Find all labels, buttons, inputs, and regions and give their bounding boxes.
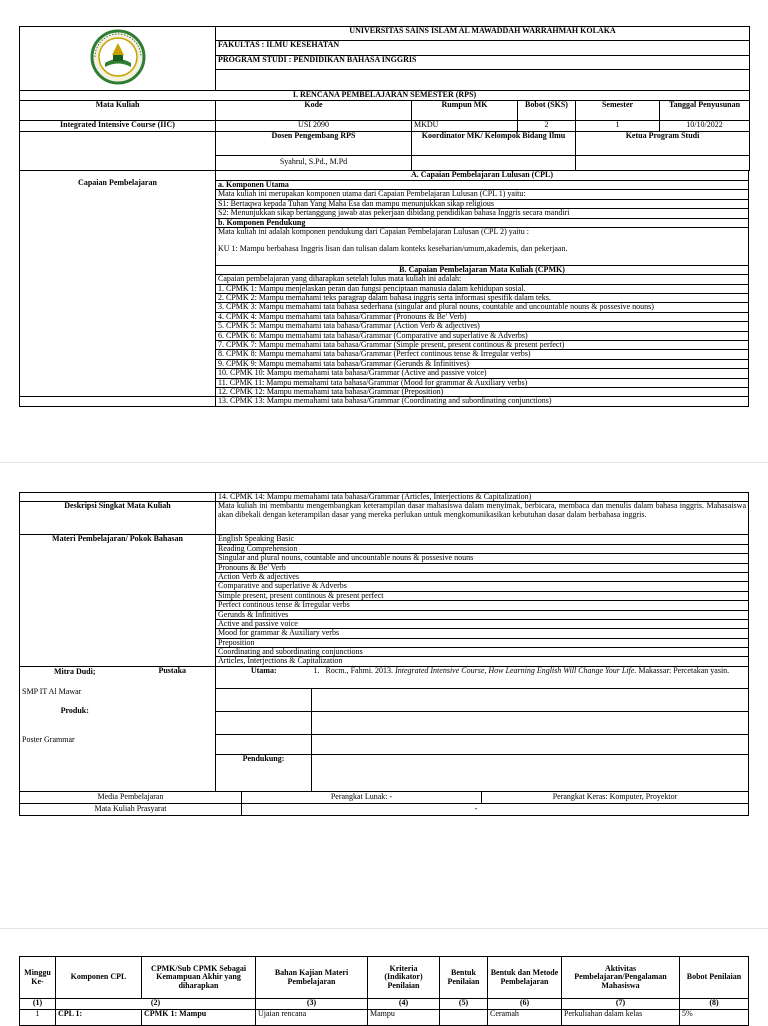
- cpl-title: A. Capaian Pembelajaran Lulusan (CPL): [216, 170, 749, 180]
- cpmk-item: 4. CPMK 4: Mampu memahami tata bahasa/Grammar (Pronouns & Be' Verb): [216, 312, 749, 321]
- plan-row1-bentuk: [440, 1010, 488, 1026]
- plan-col-number: (3): [256, 999, 368, 1010]
- komponen-pendukung-intro: Mata kuliah ini adalah komponen pendukung dari Capaian Pembelajaran Lulusan (CPL 2) yaitu :: [218, 227, 529, 236]
- materi-item: Comparative and superlative & Adverbs: [216, 582, 749, 591]
- col-bobot: Bobot (SKS): [518, 100, 576, 120]
- materi-item: Active and passive voice: [216, 619, 749, 628]
- plan-header-cpmk: CPMK/Sub CPMK Sebagai Kemampuan Akhir yang diharapkan: [142, 957, 256, 999]
- mitra-value: SMP IT Al Mawar: [22, 686, 82, 696]
- cpmk-item: 10. CPMK 10: Mampu memahami tata bahasa/Grammar (Active and passive voice): [216, 369, 749, 378]
- university-name: UNIVERSITAS SAINS ISLAM AL MAWADDAH WARRAHMAH KOLAKA: [216, 27, 750, 41]
- prasyarat-label: Mata Kuliah Prasyarat: [20, 803, 242, 815]
- reference-1: [312, 666, 749, 688]
- rps-header-block: [19, 26, 749, 407]
- komponen-utama-title: a. Komponen Utama: [216, 180, 749, 189]
- cpmk-intro: Capaian pembelajaran yang diharapkan setelah lulus mata kuliah ini adalah:: [216, 275, 749, 284]
- plan-row1-bobot: 5%: [680, 1010, 749, 1026]
- pustaka-label: Pustaka: [130, 666, 216, 791]
- course-code: USI 2090: [216, 120, 412, 131]
- program-name: PROGRAM STUDI : PENDIDIKAN BAHASA INGGRIS: [216, 55, 750, 69]
- plan-row1-cpl: CPL 1:: [56, 1010, 142, 1026]
- cpmk-item: 5. CPMK 5: Mampu memahami tata bahasa/Grammar (Action Verb & adjectives): [216, 322, 749, 331]
- komponen-utama-intro: Mata kuliah ini merupakan komponen utama dari Capaian Pembelajaran Lulusan (CPL 1) yaitu:: [216, 190, 749, 199]
- materi-item: Singular and plural nouns, countable and uncountable nouns & possesive nouns: [216, 554, 749, 563]
- plan-header-cpl: Komponen CPL: [56, 957, 142, 999]
- cpmk-item: 11. CPMK 11: Mampu memahami tata bahasa/Grammar (Mood for grammar & Auxiliary verbs): [216, 378, 749, 387]
- materi-item: Action Verb & adjectives: [216, 572, 749, 581]
- page-break: [0, 928, 768, 929]
- deskripsi-text: Mata kuliah ini membantu mengembangkan keterampilan dasar mahasiswa dalam menyimak, berbicara, membaca dan menulis dalam bahasa inggris. Mahasaiswa akan dibekali dengan keterampilan dasar yang mereka perlukan untuk mengkomunikasikan kebutuhan dasar dalam berbahasa inggris.: [216, 502, 749, 535]
- course-rumpun: MKDU: [412, 120, 518, 131]
- plan-header-minggu: Minggu Ke-: [20, 957, 56, 999]
- cpmk-title: B. Capaian Pembelajaran Mata Kuliah (CPMK): [216, 265, 749, 274]
- plan-row1-kriteria: Mampu: [368, 1010, 440, 1026]
- faculty-name: FAKULTAS : ILMU KESEHATAN: [216, 41, 750, 55]
- materi-item: Coordinating and subordinating conjunctions: [216, 648, 749, 657]
- plan-row1-bahan: Ujaian rencana: [256, 1010, 368, 1026]
- plan-row1-aktivitas: Perkuliahan dalam kelas: [562, 1010, 680, 1026]
- media-lunak: Perangkat Lunak: -: [242, 791, 482, 803]
- cpmk-item: 6. CPMK 6: Mampu memahami tata bahasa/Grammar (Comparative and superlative & Adverbs): [216, 331, 749, 340]
- cpmk-item: 7. CPMK 7: Mampu memahami tata bahasa/Grammar (Simple present, present continous & present perfect): [216, 341, 749, 350]
- reference-1-title: Integrated Intensive Course, How Learning English Will Change Your Life.: [395, 666, 637, 675]
- rps-title: I. RENCANA PEMBELAJARAN SEMESTER (RPS): [20, 90, 750, 100]
- plan-col-number: (7): [562, 999, 680, 1010]
- deskripsi-label: Deskripsi Singkat Mata Kuliah: [20, 502, 216, 535]
- plan-col-number: (6): [488, 999, 562, 1010]
- komponen-pendukung-title: b. Komponen Pendukung: [216, 218, 749, 227]
- col-semester: Semester: [576, 100, 660, 120]
- cpl-s1: S1: Bertaqwa kepada Tuhan Yang Maha Esa dan mampu menunjukkan sikap religious: [216, 199, 749, 208]
- capaian-label: Capaian Pembelajaran: [20, 170, 216, 396]
- cpl-ku1: KU 1: Mampu berbahasa Inggris lisan dan tulisan dalam konteks keseharian/umum,akademis, dan pekerjaan.: [218, 244, 568, 254]
- plan-col-number: (1): [20, 999, 56, 1010]
- plan-col-number: (5): [440, 999, 488, 1010]
- produk-label: Produk:: [60, 705, 89, 715]
- page-break: [0, 462, 768, 463]
- cpmk-item: 12. CPMK 12: Mampu memahami tata bahasa/Grammar (Preposition): [216, 387, 749, 396]
- plan-col-number: (2): [56, 999, 256, 1010]
- cpmk-item: 2. CPMK 2: Mampu memahami teks paragrap dalam bahasa inggris serta informasi spesifik dalam teks.: [216, 294, 749, 303]
- materi-label: Materi Pembelajaran/ Pokok Bahasan: [20, 535, 216, 666]
- reference-1-number: 1.: [313, 666, 320, 675]
- plan-header-aktivitas: Aktivitas Pembelajaran/Pengalaman Mahasiswa: [562, 957, 680, 999]
- prasyarat-value: -: [242, 803, 749, 815]
- mitra-cell: [20, 666, 130, 791]
- cpmk-item: 3. CPMK 3: Mampu memahami tata bahasa sederhana (singular and plural nouns, countable and uncountable nouns & possesive nouns): [216, 303, 749, 312]
- cpmk-item: 13. CPMK 13: Mampu memahami tata bahasa/Grammar (Coordinating and subordinating conjunctions): [216, 397, 749, 406]
- mitra-label: Mitra Dudi;: [53, 666, 96, 676]
- cpmk-item: 9. CPMK 9: Mampu memahami tata bahasa/Grammar (Gerunds & Infinitives): [216, 359, 749, 368]
- produk-value: Poster Grammar: [22, 734, 75, 744]
- course-name: Integrated Intensive Course (IIC): [20, 120, 216, 131]
- col-kode: Kode: [216, 100, 412, 120]
- dosen-name: Syahrul, S.Pd., M.Pd: [216, 155, 412, 170]
- plan-header-bahan: Bahan Kajian Materi Pembelajaran: [256, 957, 368, 999]
- media-keras: Perangkat Keras: Komputer, Proyektor: [482, 791, 749, 803]
- cpmk-item: 8. CPMK 8: Mampu memahami tata bahasa/Grammar (Perfect continous tense & Irregular verbs): [216, 350, 749, 359]
- plan-row1-metode: Ceramah: [488, 1010, 562, 1026]
- plan-header-bentuk: Bentuk Penilaian: [440, 957, 488, 999]
- materi-item: Gerunds & Infinitives: [216, 610, 749, 619]
- weekly-plan-block: [19, 956, 749, 1026]
- materi-item: Perfect continous tense & Irregular verbs: [216, 601, 749, 610]
- reference-1-publisher: Makassar: Percetakan yasin.: [636, 666, 730, 675]
- col-tanggal: Tanggal Penyusunan: [660, 100, 750, 120]
- plan-header-metode: Bentuk dan Metode Pembelajaran: [488, 957, 562, 999]
- koordinator-label: Koordinator MK/ Kelompok Bidang Ilmu: [412, 131, 576, 155]
- materi-item: Pronouns & Be' Verb: [216, 563, 749, 572]
- dosen-label: Dosen Pengembang RPS: [216, 131, 412, 155]
- plan-header-kriteria: Kriteria (Indikator) Penilaian: [368, 957, 440, 999]
- materi-item: Reading Comprehension: [216, 544, 749, 553]
- reference-1-author: Rocm., Fahmi. 2013.: [325, 666, 396, 675]
- utama-label: Utama:: [216, 666, 312, 688]
- materi-item: Mood for grammar & Auxiliary verbs: [216, 629, 749, 638]
- materi-item: Simple present, present continous & present perfect: [216, 591, 749, 600]
- cpmk-item: 1. CPMK 1: Mampu menjelaskan peran dan fungsi penciptaan manusia dalam kehidupan sosial.: [216, 284, 749, 293]
- plan-header-bobot: Bobot Penilaian: [680, 957, 749, 999]
- course-date: 10/10/2022: [660, 120, 750, 131]
- university-logo-cell: [20, 27, 216, 91]
- materi-item: Preposition: [216, 638, 749, 647]
- plan-col-number: (4): [368, 999, 440, 1010]
- komponen-pendukung-cell: [216, 227, 749, 265]
- plan-row1-minggu: 1: [20, 1010, 56, 1026]
- rps-description-block: [19, 492, 749, 816]
- plan-col-number: (8): [680, 999, 749, 1010]
- materi-item: English Speaking Basic: [216, 535, 749, 544]
- university-logo-icon: [83, 29, 153, 85]
- cpmk-item: 14. CPMK 14: Mampu memahami tata bahasa/Grammar (Articles, Interjections & Capitalization): [216, 493, 749, 502]
- course-semester: 1: [576, 120, 660, 131]
- cpl-s2: S2: Menunjukkan sikap bertanggung jawab atas pekerjaan dibidang pendidikan bahasa Inggris secara mandiri: [216, 209, 749, 218]
- pendukung-label: Pendukung:: [216, 754, 312, 791]
- col-rumpun: Rumpun MK: [412, 100, 518, 120]
- media-label: Media Pembelajaran: [20, 791, 242, 803]
- course-sks: 2: [518, 120, 576, 131]
- plan-row1-cpmk: CPMK 1: Mampu: [142, 1010, 256, 1026]
- col-mata-kuliah: Mata Kuliah: [20, 100, 216, 120]
- materi-item: Articles, Interjections & Capitalization: [216, 657, 749, 666]
- ketua-label: Ketua Program Studi: [576, 131, 750, 155]
